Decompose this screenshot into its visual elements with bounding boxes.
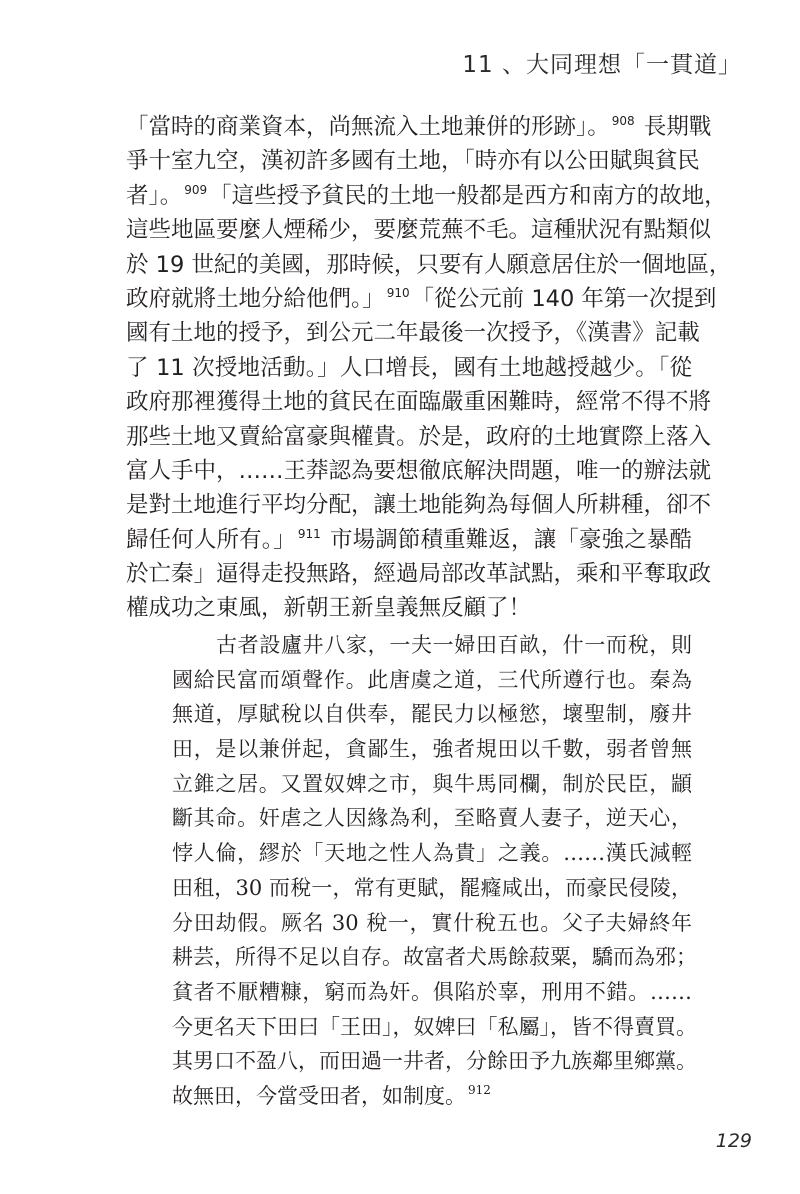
- text-segment: 於 19 世紀的美國，那時候，只要有人願意居住於一個地區，: [126, 251, 732, 278]
- text-line: [172, 871, 692, 906]
- text-line: [126, 557, 712, 591]
- footnote-marker: 909: [184, 182, 208, 197]
- text-line: [126, 213, 712, 247]
- text-segment: 田租，30 而稅一，常有更賦，罷癃咸出，而豪民侵陵，: [172, 875, 692, 900]
- text-line: [126, 488, 712, 522]
- text-line: [172, 663, 692, 698]
- text-segment: 分田劫假。厥名 30 稅一，實什稅五也。父子夫婦終年: [172, 910, 692, 935]
- text-line: [172, 801, 692, 836]
- text-segment: 權成功之東風，新朝王新皇義無反顧了！: [126, 595, 532, 622]
- text-line: [126, 282, 717, 316]
- text-segment: 富人手中，……王莽認為要想徹底解決問題，唯一的辦法就: [126, 457, 712, 484]
- text-segment: 是對土地進行平均分配，讓土地能夠為每個人所耕種，卻不: [126, 492, 712, 519]
- text-segment: 那些土地又賣給富豪與權貴。於是，政府的土地實際上落入: [126, 423, 712, 450]
- text-line: [126, 248, 732, 282]
- text-line: [126, 454, 712, 488]
- text-line: [172, 836, 692, 871]
- text-segment: 政府那裡獲得土地的貧民在面臨嚴重困難時，經常不得不將: [126, 389, 712, 416]
- text-segment: 其男口不盈八，而田過一井者，分餘田予九族鄰里鄉黨。: [172, 1049, 697, 1074]
- text-line: [126, 110, 712, 144]
- text-line: [172, 697, 692, 732]
- text-line: [126, 179, 727, 213]
- text-segment: 故無田，今當受田者，如制度。: [172, 1083, 466, 1108]
- text-segment: 「這些授予貧民的土地一般都是西方和南方的故地，: [209, 182, 727, 209]
- text-line: [172, 1079, 692, 1114]
- text-segment: 「從公元前 140 年第一次提到: [411, 285, 717, 312]
- footnote-marker: 912: [468, 1082, 491, 1097]
- text-segment: 悖人倫，繆於「天地之性人為貴」之義。……漢氏減輕: [172, 841, 692, 866]
- text-line: [126, 351, 692, 385]
- text-line: [126, 591, 692, 625]
- footnote-marker: 911: [297, 526, 321, 541]
- text-segment: 政府就將土地分給他們。」: [126, 285, 385, 312]
- text-segment: 田，是以兼併起，貪鄙生，強者規田以千數，弱者曾無: [172, 737, 692, 762]
- text-segment: 國有土地的授予，到公元二年最後一次授予，《漢書》記載: [126, 320, 700, 347]
- text-line: [126, 385, 712, 419]
- text-segment: 爭十室九空，漢初許多國有土地，「時亦有以公田賦與貧民: [126, 148, 700, 175]
- footnote-marker: 908: [611, 114, 635, 128]
- body-paragraph: [126, 110, 732, 626]
- text-segment: 耕芸，所得不足以自存。故富者犬馬餘菽粟，驕而為邪；: [172, 945, 697, 970]
- text-segment: 國給民富而頌聲作。此唐虞之道，三代所遵行也。秦為: [172, 667, 692, 692]
- text-line: [126, 316, 700, 350]
- text-line: [172, 1010, 697, 1045]
- text-line: [172, 1044, 697, 1079]
- text-line: [172, 906, 692, 941]
- text-line: [172, 628, 692, 663]
- text-segment: 歸任何人所有。」: [126, 526, 296, 553]
- text-segment: 市場調節積重難返，讓「豪強之暴酷: [322, 526, 692, 553]
- block-quote: [172, 628, 697, 1114]
- text-line: [126, 420, 712, 454]
- text-segment: 於亡秦」逼得走投無路，經過局部改革試點，乘和平奪取政: [126, 561, 712, 588]
- text-line: [172, 975, 692, 1010]
- text-line: [172, 940, 697, 975]
- text-segment: 今更名天下田曰「王田」，奴婢曰「私屬」，皆不得賣買。: [172, 1014, 697, 1039]
- running-header: 11 、大同理想「一貫道」: [462, 52, 742, 78]
- text-segment: 古者設廬井八家，一夫一婦田百畝，什一而稅，則: [216, 633, 692, 657]
- page-number: 129: [715, 1130, 752, 1152]
- text-line: [172, 732, 692, 767]
- text-segment: 貧者不厭糟糠，窮而為奸。俱陷於辜，刑用不錯。……: [172, 979, 692, 1004]
- text-segment: 了 11 次授地活動。」人口增長，國有土地越授越少。「從: [126, 354, 692, 381]
- text-segment: 立錐之居。又置奴婢之市，與牛馬同欄，制於民臣，顓: [172, 771, 692, 796]
- text-line: [126, 523, 692, 557]
- text-segment: 「當時的商業資本，尚無流入土地兼併的形跡」。: [126, 114, 610, 140]
- text-segment: 長期戰: [636, 114, 712, 140]
- text-line: [172, 767, 692, 802]
- text-segment: 無道，厚賦稅以自供奉，罷民力以極慾，壞聖制，廢井: [172, 702, 692, 727]
- text-line: [126, 144, 700, 178]
- text-segment: 這些地區要麼人煙稀少，要麼荒蕪不毛。這種狀況有點類似: [126, 217, 712, 244]
- footnote-marker: 910: [386, 285, 410, 300]
- text-segment: 者」。: [126, 182, 183, 209]
- text-segment: 斷其命。奸虐之人因緣為利，至略賣人妻子，逆天心，: [172, 806, 692, 831]
